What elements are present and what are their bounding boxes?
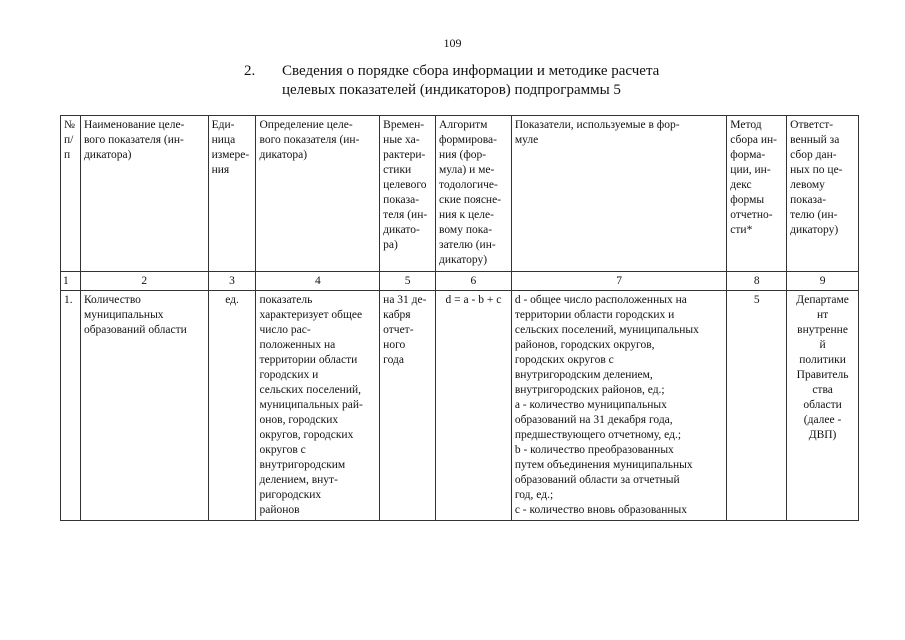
header-cell-unit: Еди- ница измере- ния <box>208 116 256 272</box>
header-cell-name: Наименование целе- вого показателя (ин- дикатора) <box>80 116 208 272</box>
indicators-table <box>60 115 859 521</box>
header-cell-indicators: Показатели, используемые в фор- муле <box>511 116 726 272</box>
column-number-cell: 6 <box>436 272 512 291</box>
row-formula-cell: d = a - b + c <box>436 291 512 521</box>
section-title-line-1: Сведения о порядке сбора информации и методике расчета <box>282 63 660 79</box>
page-number: 109 <box>443 36 462 50</box>
column-number-cell: 8 <box>727 272 787 291</box>
header-cell-time: Времен- ные ха- рактери- стики целевого показа- теля (ин- дикато- ра) <box>380 116 436 272</box>
header-cell-algorithm: Алгоритм формирова- ния (фор- мула) и ме- тодологиче- ские поясне- ния к целе- вому пока- зателю (ин- дикатору) <box>436 116 512 272</box>
section-title-line-2: целевых показателей (индикаторов) подпрограммы 5 <box>282 82 621 98</box>
section-number: 2. <box>244 63 256 79</box>
column-number-cell: 5 <box>380 272 436 291</box>
row-indicators-cell: d - общее число расположенных на территории области городских и сельских поселений, муниципальных районов, городских округов, городских округов с внутригородским делением, внутригородских районов, ед.; a - количество муниципальных образований на 31 декабря года, предшествующего отчетному, ед.; b - количество преобразованных путем объединения муниципальных образований области за отчетный год, ед.; c - количество вновь образованных <box>511 291 726 521</box>
header-cell-number: № п/ п <box>61 116 81 272</box>
column-number-cell: 4 <box>256 272 380 291</box>
table-row <box>61 291 859 521</box>
column-number-cell: 2 <box>80 272 208 291</box>
row-name-cell: Количество муниципальных образований области <box>80 291 208 521</box>
column-number-row <box>61 272 859 291</box>
row-method-cell: 5 <box>727 291 787 521</box>
column-number-cell: 9 <box>787 272 859 291</box>
row-responsible-cell: Департаме нт внутренне й политики Правитель ства области (далее - ДВП) <box>787 291 859 521</box>
row-unit-cell: ед. <box>208 291 256 521</box>
header-cell-definition: Определение целе- вого показателя (ин- дикатора) <box>256 116 380 272</box>
column-number-cell: 1 <box>61 272 81 291</box>
column-number-cell: 3 <box>208 272 256 291</box>
row-time-cell: на 31 де- кабря отчет- ного года <box>380 291 436 521</box>
table-header-row <box>61 116 859 272</box>
row-definition-cell: показатель характеризует общее число рас- положенных на территории области городских и сельских поселений, муниципальных рай- онов, городских округов, городских округов с внутригородским делением, внут- ригородских районов <box>256 291 380 521</box>
row-number-cell: 1. <box>61 291 81 521</box>
header-cell-method: Метод сбора ин- форма- ции, ин- декс формы отчетно- сти* <box>727 116 787 272</box>
header-cell-responsible: Ответст- венный за сбор дан- ных по це- левому показа- телю (ин- дикатору) <box>787 116 859 272</box>
column-number-cell: 7 <box>511 272 726 291</box>
